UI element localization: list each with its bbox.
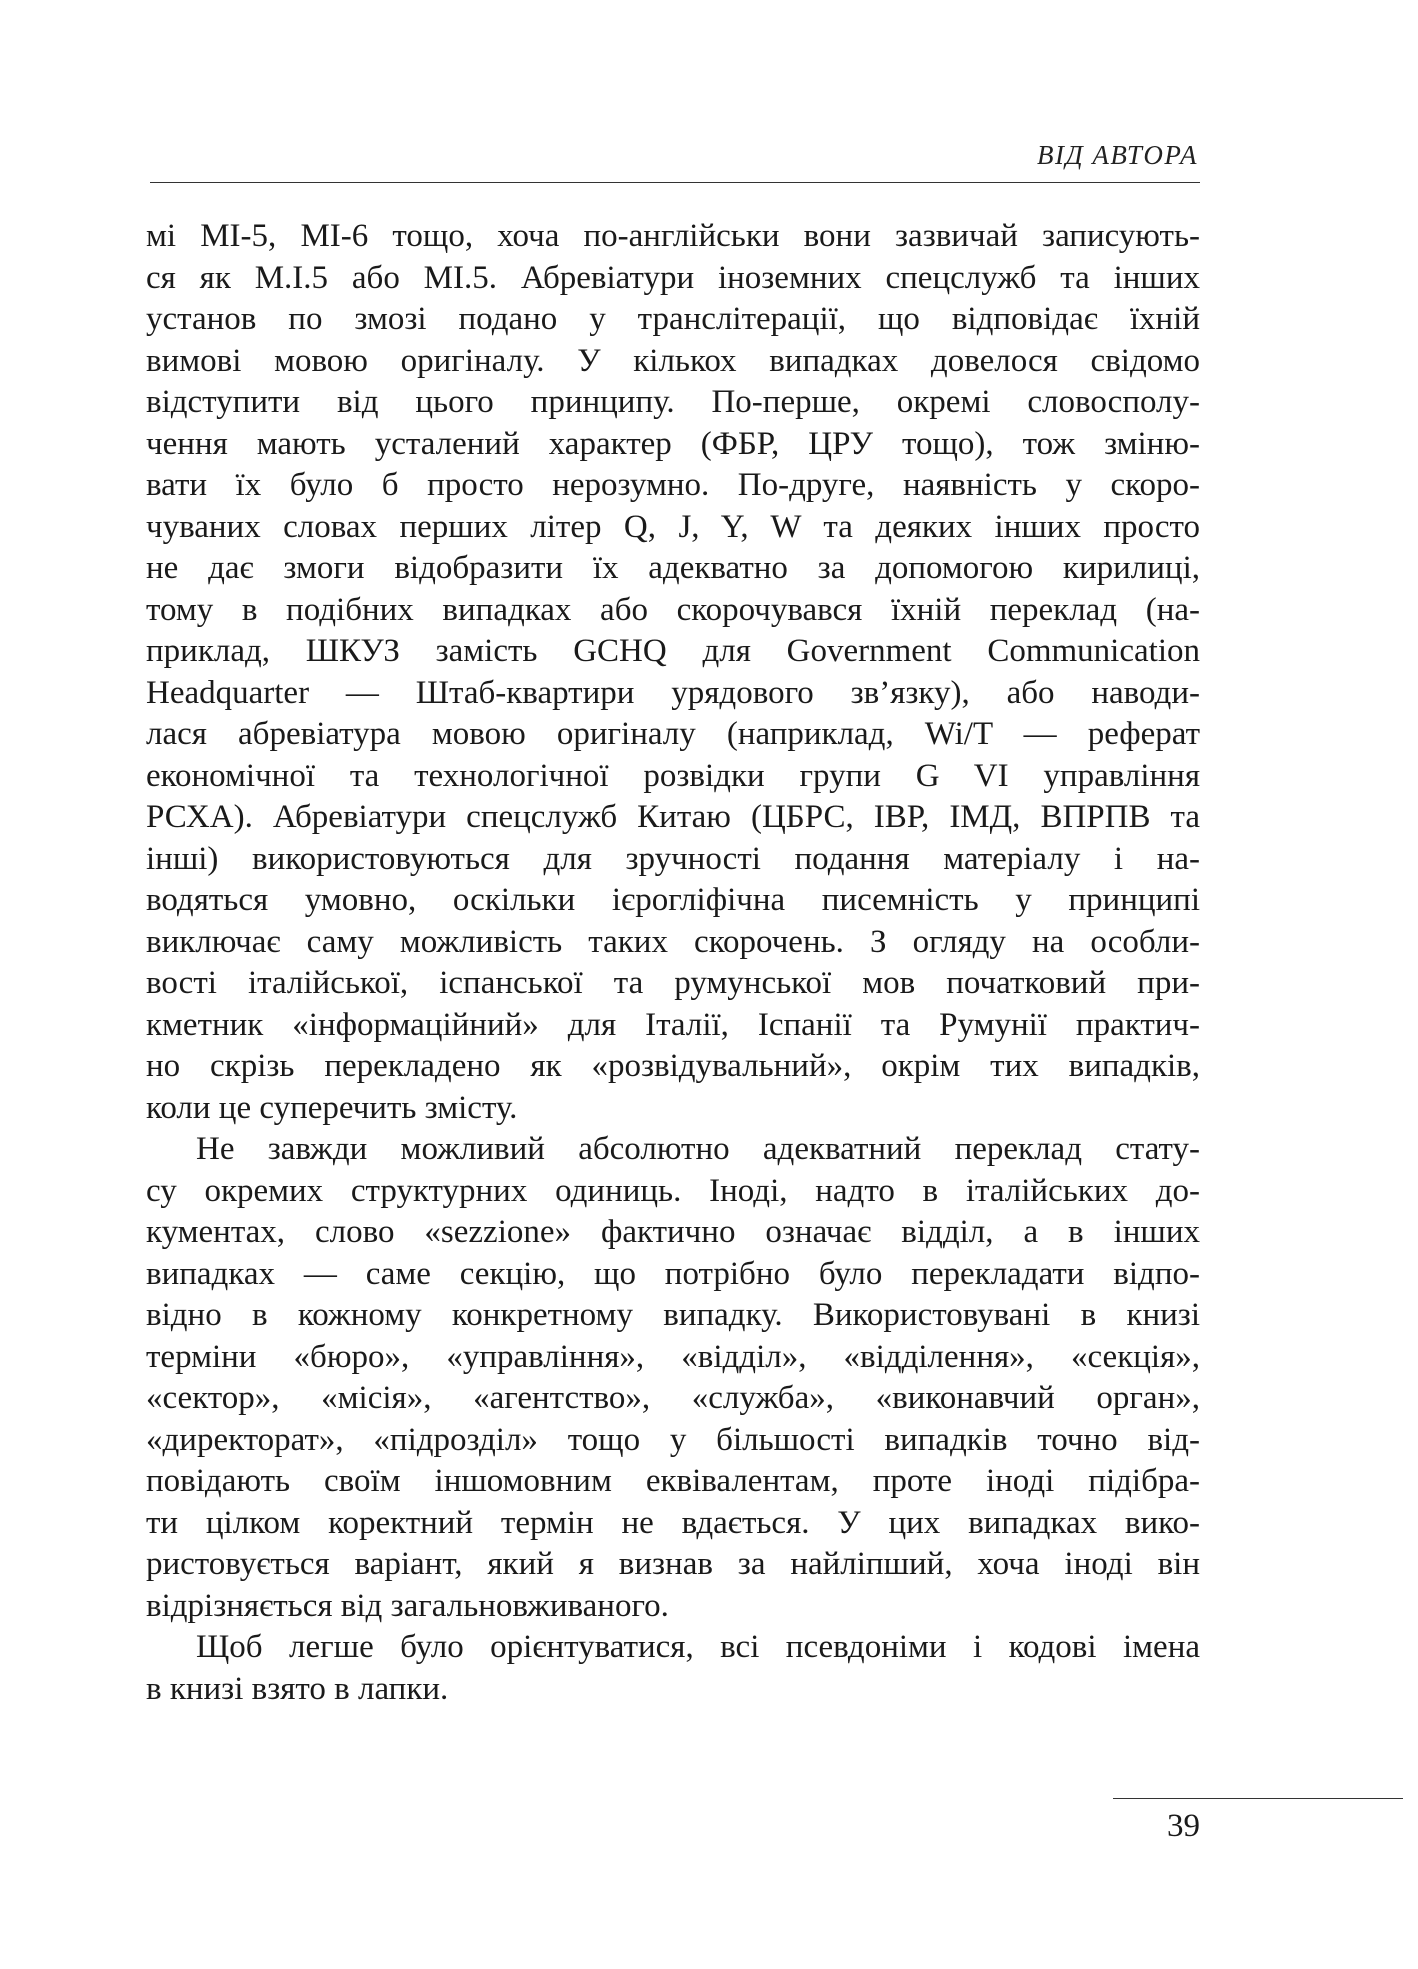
text-line: мі МІ-5, МІ-6 тощо, хоча по-англійськи вони зазвичай записують- [146,218,1200,254]
text-line: кметник «інформаційний» для Італії, Іспанії та Румунії практич- [146,1006,1200,1043]
text-line: коли це суперечить змісту. [146,1089,518,1126]
text-line: лася абревіатура мовою оригіналу (наприклад, Wi/T — реферат [146,716,1200,752]
text-line: Не завжди можливий абсолютно адекватний переклад стату- [196,1131,1200,1167]
text-line: випадках — саме секцію, що потрібно було перекладати відпо- [146,1255,1200,1292]
text-line: Headquarter — Штаб-квартири урядового зв’язку), або наводи- [146,674,1200,711]
text-line: водяться умовно, оскільки ієрогліфічна писемність у принципі [146,882,1200,918]
footer-rule [1113,1798,1403,1799]
text-line: в книзі взято в лапки. [146,1670,449,1707]
text-line: відступити від цього принципу. По-перше, окремі словосполу- [146,384,1200,420]
text-line: терміни «бюро», «управління», «відділ», «відділення», «секція», [146,1338,1200,1375]
page-number: 39 [1167,1808,1200,1844]
text-line: приклад, ШКУЗ замість GCHQ для Government Communication [146,633,1200,669]
text-line: не дає змоги відобразити їх адекватно за допомогою кирилиці, [146,550,1200,586]
header-rule [150,182,1200,183]
running-head: ВІД АВТОРА [1037,140,1198,170]
text-line: ся як М.І.5 або МІ.5. Абревіатури іноземних спецслужб та інших [146,259,1200,296]
text-line: вості італійської, іспанської та румунської мов початковий при- [146,965,1200,1001]
text-line: інші) використовуються для зручності подання матеріалу і на- [146,840,1200,877]
text-line: РСХА). Абревіатури спецслужб Китаю (ЦБРС, ІВР, ІМД, ВПРПВ та [146,799,1200,835]
text-line: «директорат», «підрозділ» тощо у більшості випадків точно від- [146,1421,1200,1458]
text-line: ристовується варіант, який я визнав за найліпший, хоча іноді він [146,1546,1200,1582]
text-line: повідають своїм іншомовним еквівалентам, проте іноді підібра- [146,1463,1200,1499]
text-line: вимові мовою оригіналу. У кількох випадках довелося свідомо [146,342,1200,379]
text-line: відрізняється від загальновживаного. [146,1587,669,1624]
text-line: вати їх було б просто нерозумно. По-друге, наявність у скоро- [146,467,1200,503]
text-line: тому в подібних випадках або скорочувався їхній переклад (на- [146,591,1200,628]
text-line: но скрізь перекладено як «розвідувальний», окрім тих випадків, [146,1048,1200,1084]
text-line: чення мають усталений характер (ФБР, ЦРУ тощо), тож зміню- [146,425,1200,462]
text-line: «сектор», «місія», «агентство», «служба», «виконавчий орган», [146,1380,1200,1416]
text-line: відно в кожному конкретному випадку. Використовувані в книзі [146,1297,1200,1333]
text-line: чуваних словах перших літер Q, J, Y, W та деяких інших просто [146,508,1200,545]
text-line: установ по змозі подано у транслітерації, що відповідає їхній [146,301,1200,337]
body-text [146,216,1200,1710]
text-line: ти цілком коректний термін не вдається. У цих випадках вико- [146,1504,1200,1541]
text-line: економічної та технологічної розвідки групи G VI управління [146,757,1200,794]
text-line: кументах, слово «sezzione» фактично означає відділ, а в інших [146,1214,1200,1250]
text-line: Щоб легше було орієнтуватися, всі псевдоніми і кодові імена [196,1629,1200,1665]
text-line: су окремих структурних одиниць. Іноді, надто в італійських до- [146,1172,1200,1209]
text-line: виключає саму можливість таких скорочень. З огляду на особли- [146,923,1200,960]
